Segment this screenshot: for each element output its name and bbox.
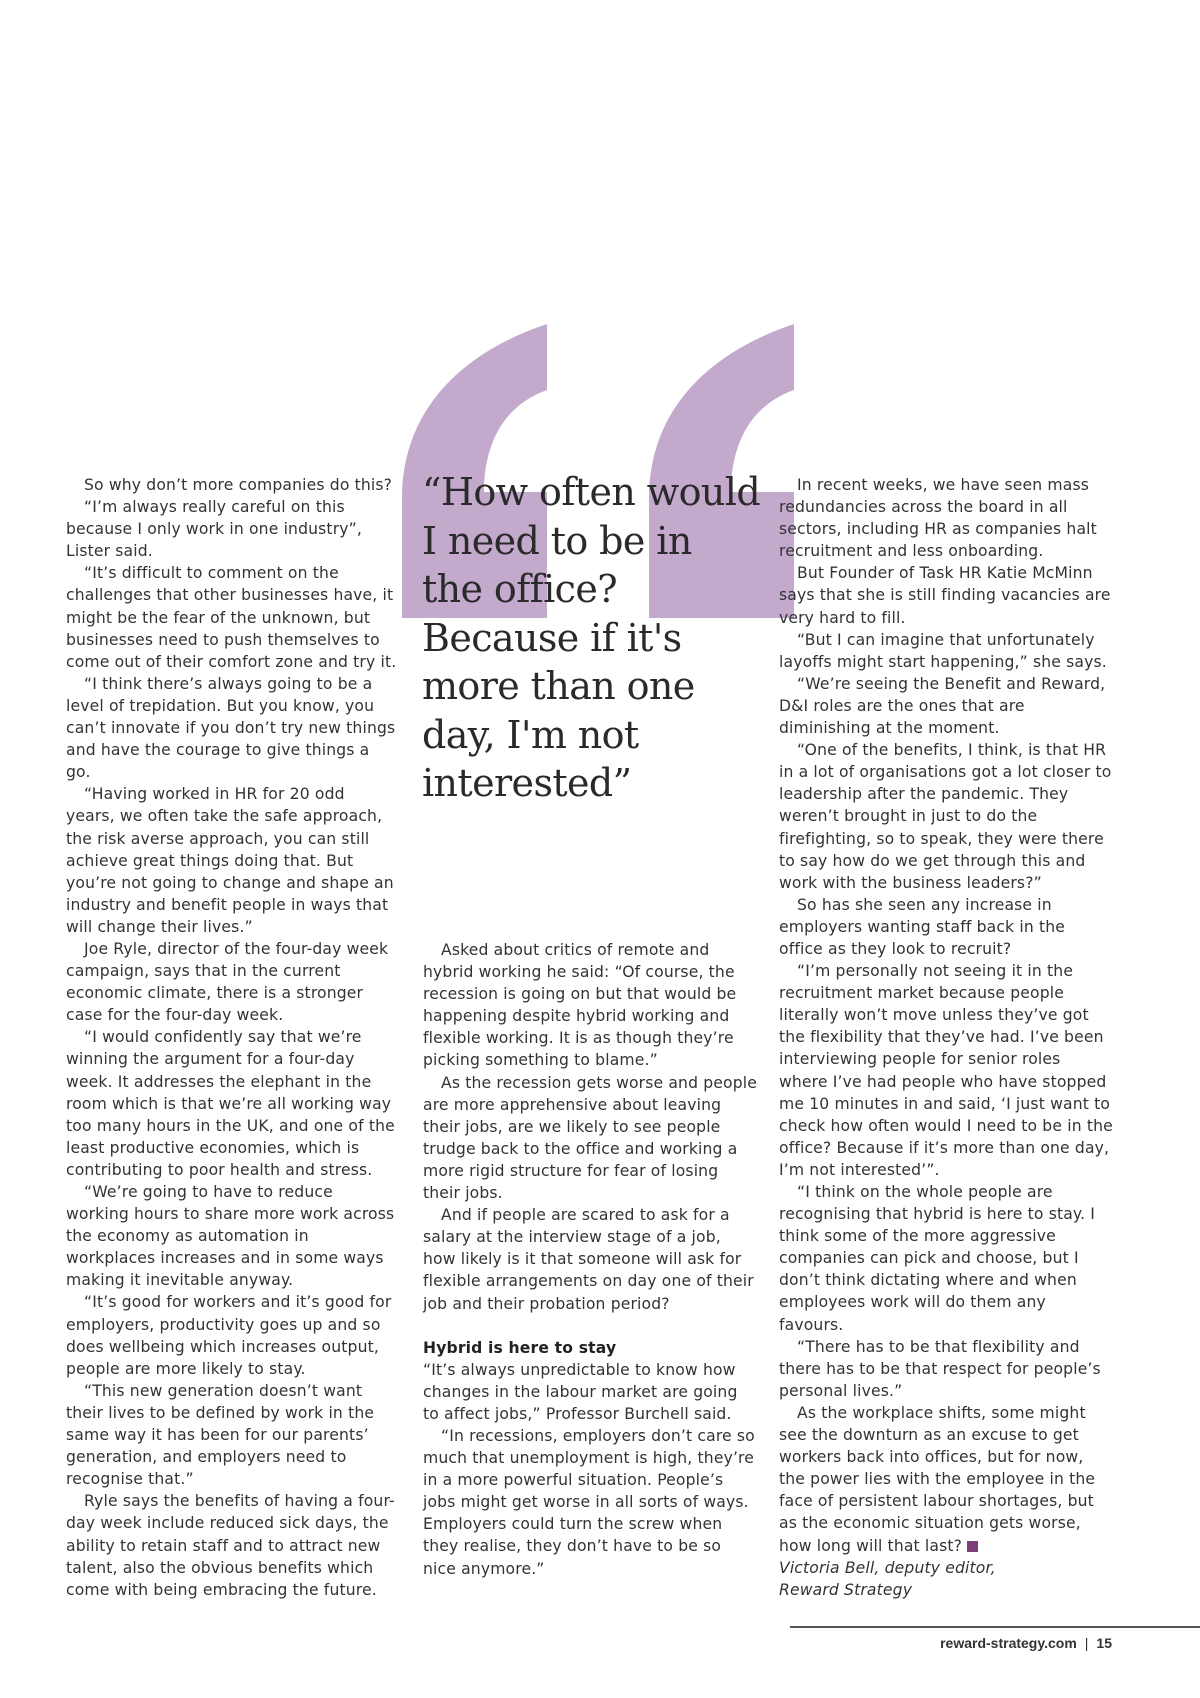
paragraph: “I think there’s always going to be a level of trepidation. But you know, you can’t innovate if you don’t try new things and have the courage to give things a go. [66,674,396,782]
byline-name: Victoria Bell, deputy editor, [779,1558,996,1577]
footer-rule [790,1626,1200,1628]
pull-quote: “How often would I need to be in the office? Because if it's more than one day, I'm not interested” [422,470,761,805]
paragraph: “I think on the whole people are recognising that hybrid is here to stay. I think some of the more aggressive companies can pick and choose, but I don’t think dictating where and when employees work will do them any favours. [779,1183,1096,1334]
paragraph: “One of the benefits, I think, is that HR in a lot of organisations got a lot closer to leadership after the pandemic. They weren’t brought in just to do the firefighting, so to speak, they were there to say how do we get through this and work with the business leaders?” [779,741,1112,892]
final-paragraph-text: As the workplace shifts, some might see the downturn as an excuse to get workers back into offices, but for now, the power lies with the employee in the face of persistent labour shortages, but as the economic situation gets worse, how long will that last? [779,1403,1096,1555]
paragraph: But Founder of Task HR Katie McMinn says that she is still finding vacancies are very hard to fill. [779,564,1111,627]
paragraph: And if people are scared to ask for a salary at the interview stage of a job, how likely is it that someone will ask for flexible arrangements on day one of their job and their probation period? [423,1206,754,1313]
footer-separator: | [1084,1635,1089,1651]
paragraph: “In recessions, employers don’t care so much that unemployment is high, they’re in a more powerful situation. People’s jobs might get worse in all sorts of ways. Employers could turn the screw when they realise, they don’t have to be so nice anymore.” [423,1426,755,1578]
paragraph: So why don’t more companies do this? [84,476,393,494]
paragraph: “It’s difficult to comment on the challenges that other businesses have, it might be the fear of the unknown, but businesses need to push themselves to come out of their comfort zone and try it. [66,564,397,671]
paragraph: So has she seen any increase in employers wanting staff back in the office as they look to recruit? [779,895,1066,958]
paragraph: “There has to be that flexibility and there has to be that respect for people’s personal lives.” [779,1337,1101,1400]
article-column-right [779,474,1114,1601]
footer-site-link[interactable]: reward-strategy.com [940,1635,1077,1651]
paragraph: “I would confidently say that we’re winning the argument for a four-day week. It addresses the elephant in the room which is that we’re all working way too many hours in the UK, and one of the least productive economies, which is contributing to poor health and stress. [66,1028,395,1179]
subheading: Hybrid is here to stay [423,1338,617,1357]
spacer [423,1315,758,1337]
paragraph: Ryle says the benefits of having a four-day week include reduced sick days, the ability to retain staff and to attract new talent, also the obvious benefits which come with being embracing the future. [66,1492,395,1599]
paragraph: “We’re seeing the Benefit and Reward, D&I roles are the ones that are diminishing at the moment. [779,674,1106,738]
paragraph: As the recession gets worse and people are more apprehensive about leaving their jobs, are we likely to see people trudge back to the office and working a more rigid structure for fear of losing their jobs. [423,1073,758,1203]
byline-publication: Reward Strategy [779,1580,913,1599]
article-column-left [66,474,398,1601]
paragraph: “But I can imagine that unfortunately layoffs might start happening,” she says. [779,630,1107,671]
end-of-article-icon [967,1541,978,1552]
paragraph: “I’m personally not seeing it in the recruitment market because people literally won’t move unless they’ve got the flexibility that they’ve had. I’ve been interviewing people for senior roles where I’ve had people who have stopped me 10 minutes in and said, ‘I just want to check how often would I need to be in the office? Because if it’s more than one day, I’m not interested’”. [779,962,1113,1179]
paragraph: “We’re going to have to reduce working hours to share more work across the economy as automation in workplaces increases and in some ways making it inevitable anyway. [66,1183,395,1290]
paragraph: “I’m always really careful on this because I only work in one industry”, Lister said. [66,498,362,561]
page-footer [940,1635,1112,1651]
page-number: 15 [1096,1635,1112,1651]
paragraph: “It’s good for workers and it’s good for employers, productivity goes up and so does wellbeing which increases output, people are more likely to stay. [66,1293,392,1378]
paragraph: Joe Ryle, director of the four-day week campaign, says that in the current economic climate, there is a stronger case for the four-day week. [66,939,389,1025]
paragraph: “This new generation doesn’t want their lives to be defined by work in the same way it has been for our parents’ generation, and employers need to recognise that.” [66,1381,375,1489]
article-column-middle [423,939,758,1580]
paragraph: “It’s always unpredictable to know how changes in the labour market are going to affect jobs,” Professor Burchell said. [423,1360,738,1423]
paragraph: “Having worked in HR for 20 odd years, we often take the safe approach, the risk averse approach, you can still achieve great things doing that. But you’re not going to change and shape an industry and benefit people in ways that will change their lives.” [66,785,394,936]
paragraph: In recent weeks, we have seen mass redundancies across the board in all sectors, including HR as companies halt recruitment and less onboarding. [779,476,1097,561]
paragraph: Asked about critics of remote and hybrid working he said: “Of course, the recession is going on but that would be happening despite hybrid working and flexible working. It is as though they’re picking something to blame.” [423,941,737,1070]
final-paragraph [779,1402,1114,1557]
